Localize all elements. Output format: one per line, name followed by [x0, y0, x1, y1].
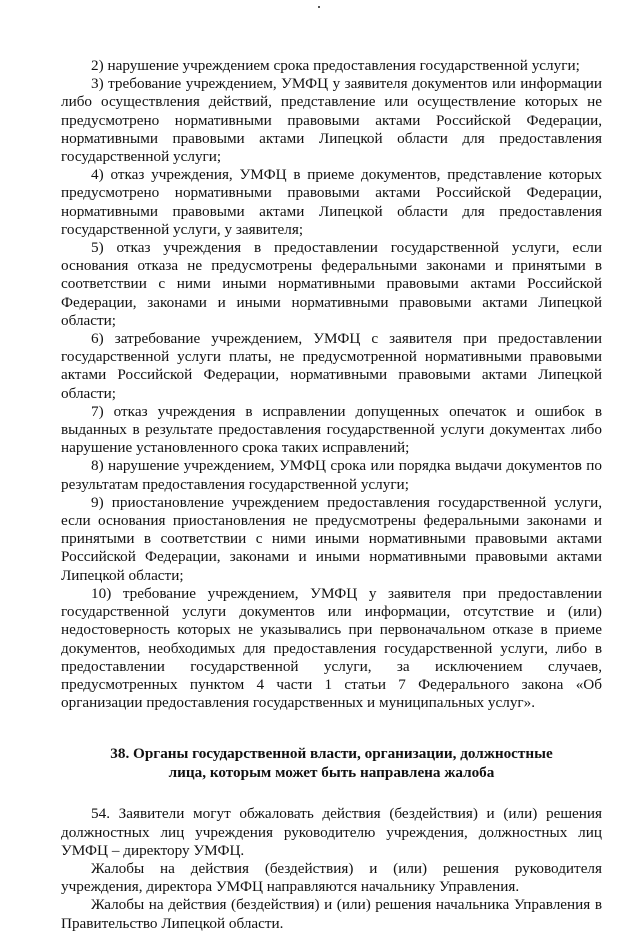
list-item: 7) отказ учреждения в исправлении допущенных опечаток и ошибок в выданных в результате предоставления государственной услуги документах либо нарушение установленного срока таких исправлений; — [61, 402, 602, 457]
paragraph: Жалобы на действия (бездействия) и (или) решения руководителя учреждения, директора УМФЦ направляются начальнику Управления. — [61, 859, 602, 896]
list-item: 3) требование учреждением, УМФЦ у заявителя документов или информации либо осуществления действий, представление или осуществление которых не предусмотрено нормативными правовыми актами Российской Федерации, нормативными правовыми актами Липецкой области для предоставления государственной услуги; — [61, 75, 602, 166]
list-item: 10) требование учреждением, УМФЦ у заявителя при предоставлении государственной услуги документов или информации, отсутствие и (или) недостоверность которых не указывались при первоначальном отказе в приеме документов, необходимых для предоставления государственной услуги, либо в предоставлении государственной услуги, за исключением случаев, предусмотренных пунктом 4 части 1 статьи 7 Федерального закона «Об организации предоставления государственных и муниципальных услуг». — [61, 584, 602, 712]
list-item: 8) нарушение учреждением, УМФЦ срока или порядка выдачи документов по результатам предоставления государственной услуги; — [61, 457, 602, 493]
list-item: 4) отказ учреждения, УМФЦ в приеме документов, представление которых предусмотрено нормативными правовыми актами Российской Федерации, нормативными правовыми актами Липецкой области для предоставления государственной услуги, у заявителя; — [61, 166, 602, 238]
list-item: 9) приостановление учреждением предоставления государственной услуги, если основания приостановления не предусмотрены федеральными законами и принятыми в соответствии с ними иными нормативными правовыми актами Российской Федерации, законами и иными нормативными правовыми актами Липецкой области; — [61, 493, 602, 584]
list-item: 6) затребование учреждением, УМФЦ с заявителя при предоставлении государственной услуги платы, не предусмотренной нормативными правовыми актами Российской Федерации, нормативными правовыми актами Липецкой области; — [61, 330, 602, 402]
section-heading-line: лица, которым может быть направлена жалоба — [168, 764, 495, 782]
list-item: 2) нарушение учреждением срока предоставления государственной услуги; — [91, 57, 580, 74]
paragraph: 54. Заявители могут обжаловать действия (бездействия) и (или) решения должностных лиц учреждения руководителю учреждения, должностных лиц УМФЦ – директору УМФЦ. — [61, 805, 602, 859]
page-mark — [318, 6, 320, 8]
section-heading — [61, 744, 602, 782]
list-item: 5) отказ учреждения в предоставлении государственной услуги, если основания отказа не предусмотрены федеральными законами и принятыми в соответствии с ними иными нормативными правовыми актами Российской Федерации, законами и иными нормативными правовыми актами Липецкой области; — [61, 239, 602, 329]
paragraph: Жалобы на действия (бездействия) и (или) решения начальника Управления в Правительство Липецкой области. — [61, 896, 602, 932]
section-heading-line: 38. Органы государственной власти, организации, должностные — [110, 745, 553, 763]
document-body — [61, 57, 602, 933]
